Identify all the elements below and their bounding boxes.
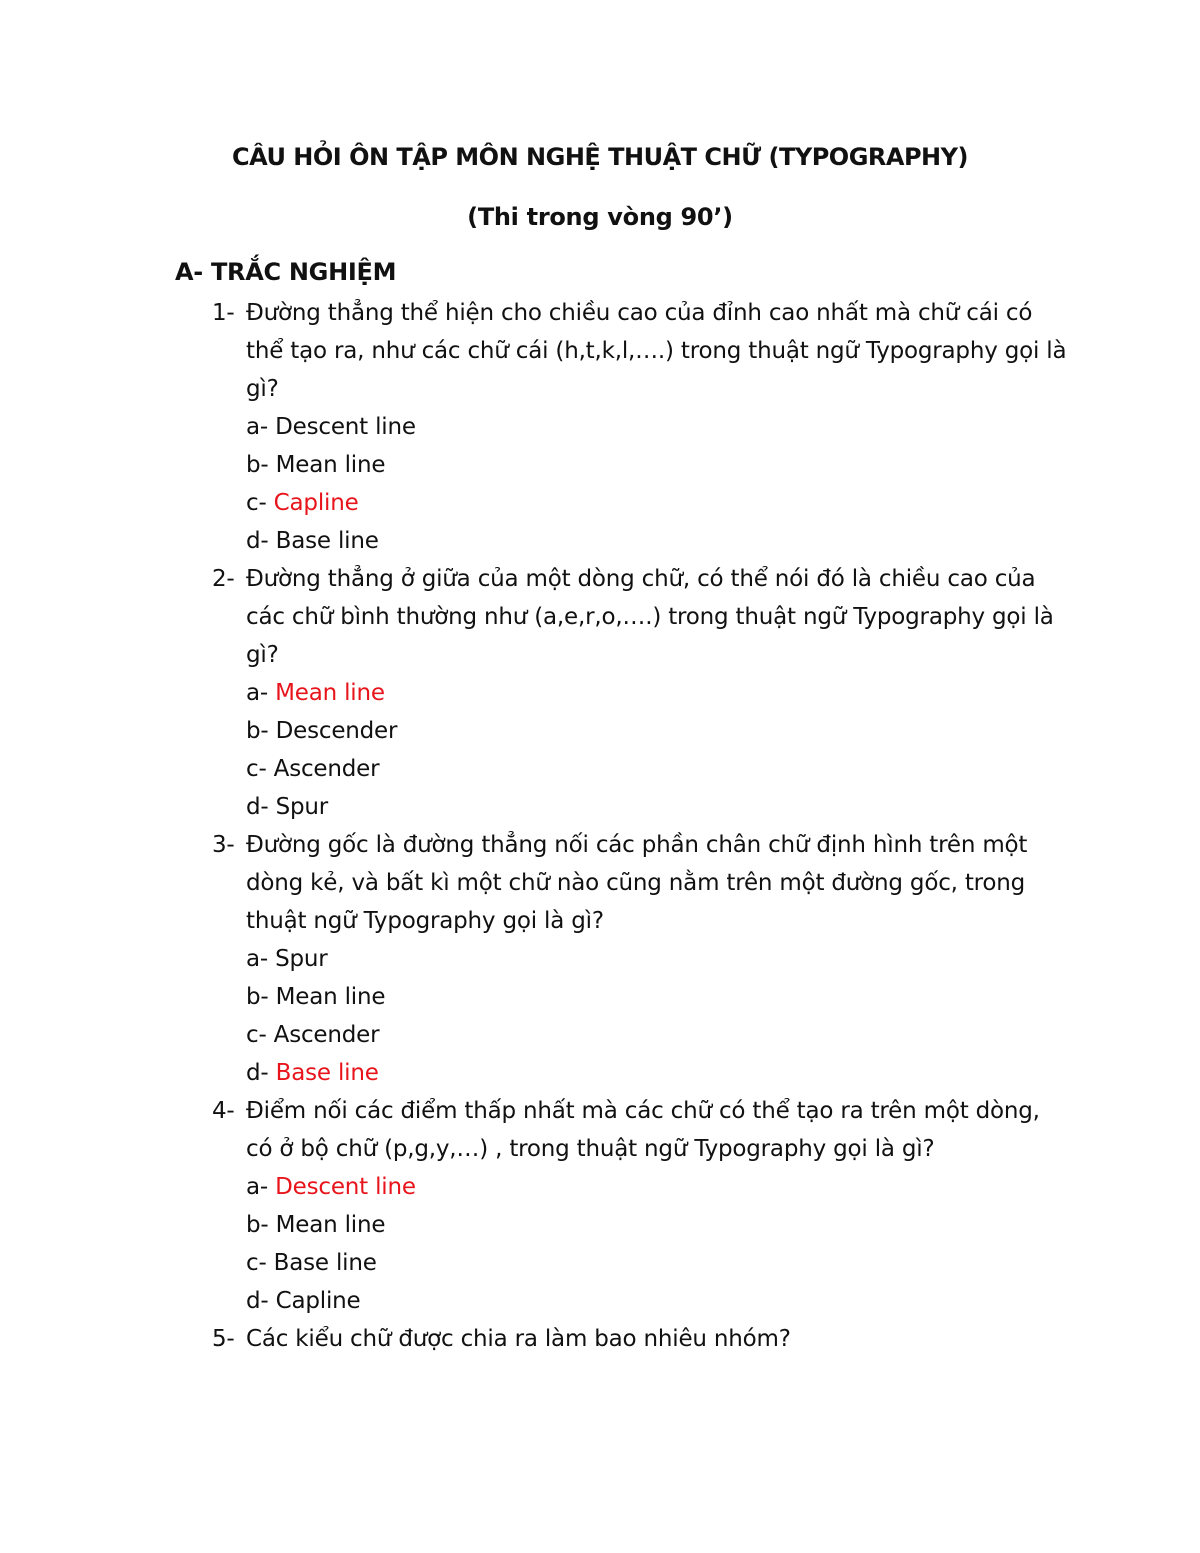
option-text: Base line — [275, 528, 379, 554]
question-number: 4- — [212, 1098, 235, 1124]
document-subtitle: (Thi trong vòng 90’) — [467, 203, 733, 231]
option-letter: c- — [246, 490, 267, 516]
answer-option — [246, 750, 1072, 788]
option-letter: b- — [246, 452, 269, 478]
correct-answer-text: Capline — [273, 490, 359, 516]
answer-option — [246, 788, 1072, 826]
option-letter: d- — [246, 1288, 269, 1314]
option-letter: a- — [246, 946, 268, 972]
answer-option — [246, 1206, 1072, 1244]
question-number: 3- — [212, 832, 235, 858]
option-text: Capline — [275, 1288, 361, 1314]
option-letter: b- — [246, 718, 269, 744]
question-number: 1- — [212, 300, 235, 326]
question-item — [212, 294, 1072, 560]
answer-option — [246, 446, 1072, 484]
answer-option — [246, 978, 1072, 1016]
question-item — [212, 826, 1072, 1092]
option-letter: c- — [246, 1250, 267, 1276]
option-letter: a- — [246, 1174, 268, 1200]
question-number: 2- — [212, 566, 235, 592]
option-letter: b- — [246, 984, 269, 1010]
correct-answer-text: Descent line — [275, 1174, 416, 1200]
answer-option — [246, 1016, 1072, 1054]
question-text: Đường gốc là đường thẳng nối các phần chân chữ định hình trên một dòng kẻ, và bất kì một chữ nào cũng nằm trên một đường gốc, trong thuật ngữ Typography gọi là gì? — [246, 832, 1028, 934]
correct-answer-text: Base line — [275, 1060, 379, 1086]
option-letter: a- — [246, 414, 268, 440]
option-text: Spur — [275, 946, 328, 972]
question-text: Điểm nối các điểm thấp nhất mà các chữ có thể tạo ra trên một dòng, có ở bộ chữ (p,g,y,…) , trong thuật ngữ Typography gọi là gì? — [246, 1098, 1040, 1162]
question-item — [212, 1320, 1072, 1358]
answer-option — [246, 1282, 1072, 1320]
answer-option — [246, 522, 1072, 560]
document-title: CÂU HỎI ÔN TẬP MÔN NGHỆ THUẬT CHỮ (TYPOGRAPHY) — [232, 143, 968, 171]
option-letter: d- — [246, 528, 269, 554]
section-heading: A- TRẮC NGHIỆM — [175, 258, 397, 286]
option-text: Ascender — [273, 756, 380, 782]
option-letter: b- — [246, 1212, 269, 1238]
option-text: Base line — [273, 1250, 377, 1276]
option-letter: d- — [246, 1060, 269, 1086]
question-item — [212, 560, 1072, 826]
option-text: Descent line — [275, 414, 416, 440]
option-text: Mean line — [275, 984, 386, 1010]
answer-option — [246, 940, 1072, 978]
option-text: Ascender — [273, 1022, 380, 1048]
option-letter: c- — [246, 1022, 267, 1048]
option-text: Mean line — [275, 1212, 386, 1238]
question-item — [212, 1092, 1072, 1320]
answer-option — [246, 712, 1072, 750]
answer-option — [246, 1054, 1072, 1092]
answer-option — [246, 1244, 1072, 1282]
question-text: Các kiểu chữ được chia ra làm bao nhiêu nhóm? — [246, 1326, 791, 1352]
answer-option — [246, 484, 1072, 522]
option-letter: c- — [246, 756, 267, 782]
question-number: 5- — [212, 1326, 235, 1352]
question-text: Đường thẳng thể hiện cho chiều cao của đỉnh cao nhất mà chữ cái có thể tạo ra, như các chữ cái (h,t,k,l,….) trong thuật ngữ Typography gọi là gì? — [246, 300, 1067, 402]
option-letter: a- — [246, 680, 268, 706]
option-letter: d- — [246, 794, 269, 820]
answer-option — [246, 1168, 1072, 1206]
answer-option — [246, 674, 1072, 712]
option-text: Spur — [275, 794, 329, 820]
answer-option — [246, 408, 1072, 446]
question-text: Đường thẳng ở giữa của một dòng chữ, có thể nói đó là chiều cao của các chữ bình thường như (a,e,r,o,….) trong thuật ngữ Typography gọi là gì? — [246, 566, 1054, 668]
option-text: Mean line — [275, 452, 386, 478]
option-text: Descender — [275, 718, 398, 744]
question-list — [212, 294, 1072, 1358]
correct-answer-text: Mean line — [275, 680, 385, 706]
